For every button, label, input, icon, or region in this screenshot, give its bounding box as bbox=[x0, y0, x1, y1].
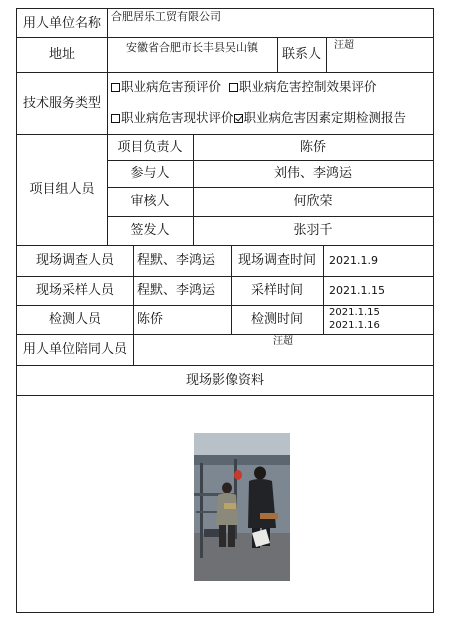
team-role: 签发人 bbox=[130, 223, 170, 238]
service-option[interactable] bbox=[111, 81, 221, 94]
testing-label: 检测人员 bbox=[48, 312, 101, 327]
checkbox-icon[interactable] bbox=[111, 114, 120, 123]
team-name: 张羽千 bbox=[293, 223, 333, 238]
checkbox-checked-icon[interactable] bbox=[234, 114, 243, 123]
team-role: 参与人 bbox=[130, 166, 170, 181]
team-name: 何欣荣 bbox=[293, 194, 333, 209]
survey-time: 2021.1.9 bbox=[329, 254, 378, 267]
employer-value: 合肥居乐工贸有限公司 bbox=[111, 10, 221, 23]
service-options-row-1 bbox=[107, 72, 437, 103]
escort-value: 汪超 bbox=[273, 336, 293, 347]
service-options-row-2 bbox=[107, 103, 437, 134]
testing-people: 陈侨 bbox=[137, 312, 164, 327]
testing-time-label: 检测时间 bbox=[250, 312, 303, 327]
team-role: 项目负责人 bbox=[117, 139, 183, 155]
photo-section-title: 现场影像资料 bbox=[185, 372, 264, 388]
address-value: 安徽省合肥市长丰县吴山镇 bbox=[126, 40, 258, 54]
service-option-label: 职业病危害控制效果评价 bbox=[239, 79, 377, 95]
sampling-people: 程默、李鸿运 bbox=[137, 283, 216, 298]
sampling-label: 现场采样人员 bbox=[35, 283, 114, 298]
testing-times bbox=[323, 305, 439, 334]
row-divider bbox=[17, 395, 433, 396]
service-option[interactable] bbox=[111, 112, 234, 125]
service-option-label: 职业病危害预评价 bbox=[121, 79, 222, 95]
checkbox-icon[interactable] bbox=[111, 83, 120, 92]
survey-people: 程默、李鸿运 bbox=[137, 253, 216, 268]
team-name: 陈侨 bbox=[299, 139, 326, 155]
survey-label: 现场调查人员 bbox=[35, 253, 114, 268]
sampling-time-label: 采样时间 bbox=[250, 283, 303, 298]
service-option-label: 职业病危害因素定期检测报告 bbox=[243, 110, 407, 126]
contact-value: 汪超 bbox=[334, 40, 354, 51]
team-name: 刘伟、李鸿运 bbox=[273, 166, 352, 181]
survey-time-label: 现场调查时间 bbox=[237, 253, 316, 268]
team-label: 项目组人员 bbox=[29, 182, 95, 197]
service-option[interactable] bbox=[234, 112, 407, 125]
service-type-label: 技术服务类型 bbox=[22, 95, 101, 111]
service-option-label: 职业病危害现状评价 bbox=[121, 110, 234, 126]
site-photo bbox=[194, 433, 290, 581]
testing-time: 2021.1.15 bbox=[329, 307, 380, 318]
service-option[interactable] bbox=[229, 81, 377, 94]
contact-label: 联系人 bbox=[281, 47, 321, 62]
team-role: 审核人 bbox=[130, 194, 170, 209]
checkbox-icon[interactable] bbox=[229, 83, 238, 92]
employer-label: 用人单位名称 bbox=[22, 15, 101, 31]
sampling-time: 2021.1.15 bbox=[329, 284, 385, 297]
testing-time: 2021.1.16 bbox=[329, 320, 380, 331]
site-photo-illustration bbox=[194, 433, 290, 581]
escort-label: 用人单位陪同人员 bbox=[22, 342, 127, 357]
address-label: 地址 bbox=[48, 47, 75, 62]
